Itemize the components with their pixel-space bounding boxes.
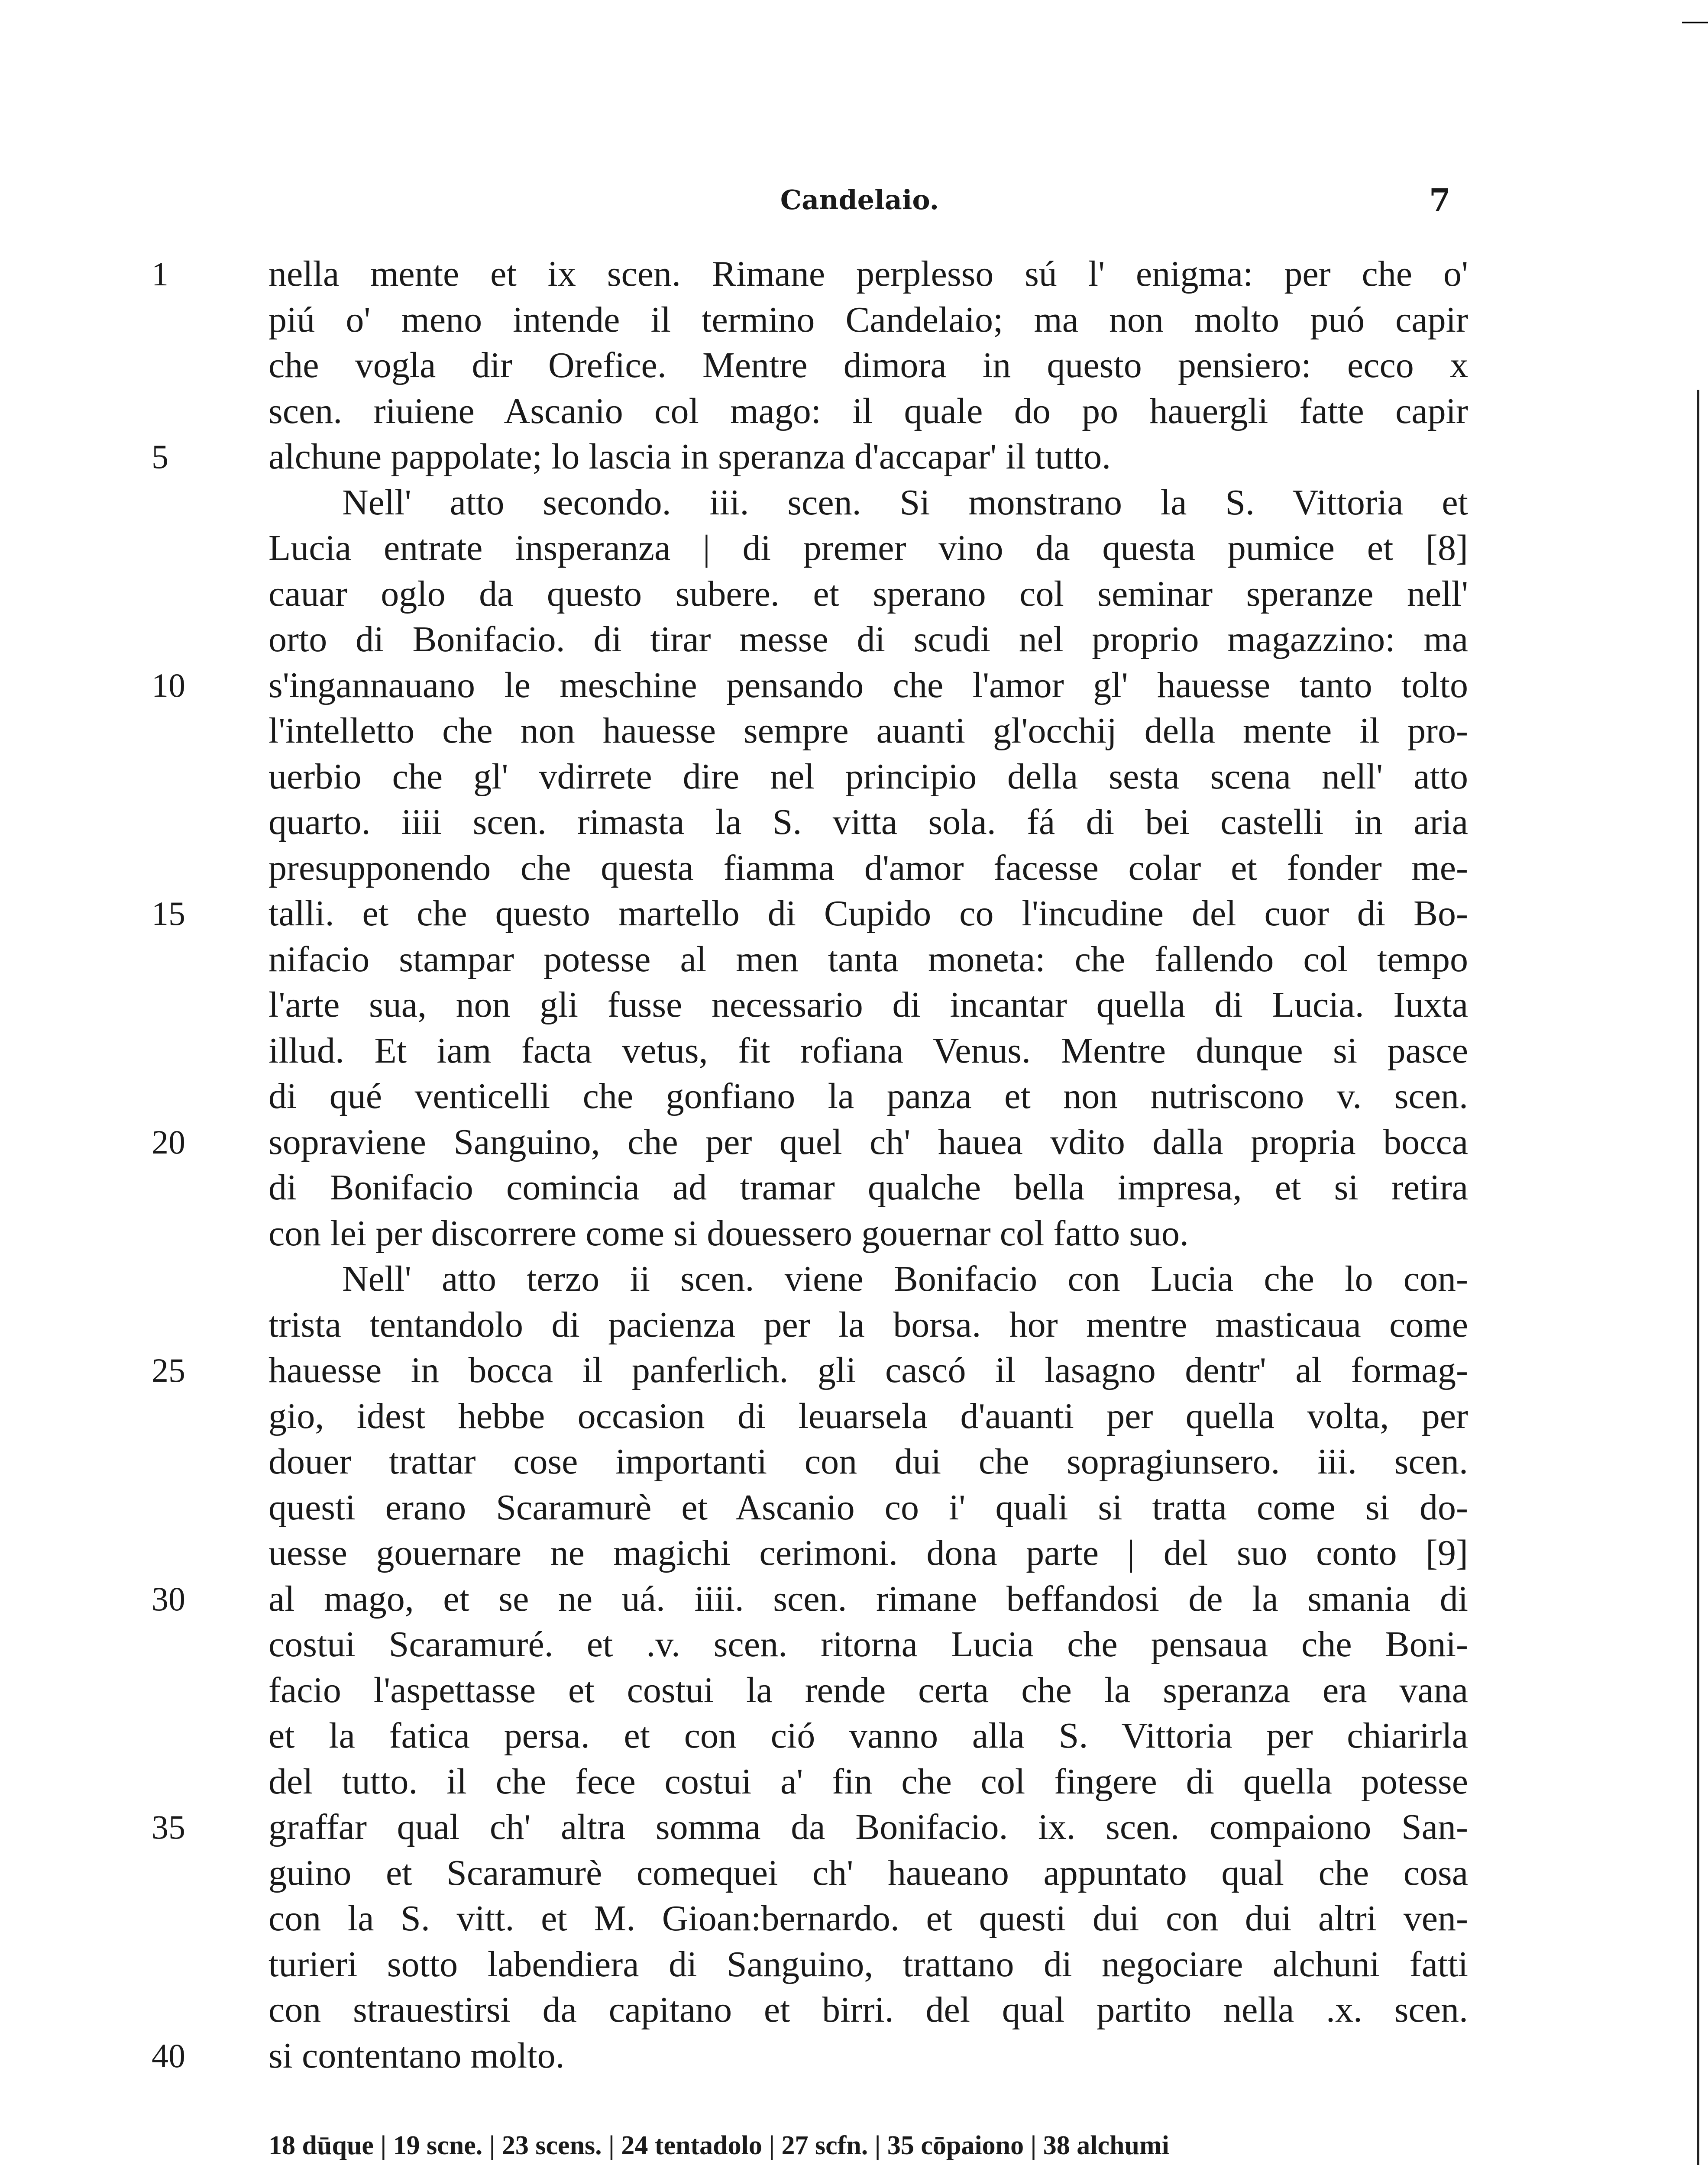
line-number: 20	[152, 1123, 185, 1161]
line-text: douer trattar cose importanti con dui che sopragiunsero. iii. scen.	[268, 1441, 1468, 1482]
text-line	[152, 1439, 1468, 1485]
line-text: con la S. vitt. et M. Gioan:bernardo. et questi dui con dui altri ven-	[268, 1898, 1468, 1939]
line-text: s'ingannauano le meschine pensando che l'amor gl' hauesse tanto tolto	[268, 665, 1468, 705]
line-number: 5	[152, 438, 168, 475]
line-text: turieri sotto labendiera di Sanguino, trattano di negociare alchuni fatti	[268, 1944, 1468, 1984]
line-text: trista tentandolo di pacienza per la borsa. hor mentre masticaua come	[268, 1304, 1468, 1345]
line-text: nifacio stampar potesse al men tanta moneta: che fallendo col tempo	[268, 939, 1468, 979]
footnotes: 18 dūque | 19 scne. | 23 scens. | 24 tentadolo | 27 scfn. | 35 cōpaiono | 38 alchumi	[268, 2131, 1169, 2160]
text-line	[152, 662, 1468, 708]
text-line	[152, 434, 1468, 480]
line-text: uerbio che gl' vdirrete dire nel principio della sesta scena nell' atto	[268, 756, 1468, 797]
text-line	[152, 251, 1468, 297]
line-text: graffar qual ch' altra somma da Bonifacio. ix. scen. compaiono San-	[268, 1807, 1468, 1847]
text-line	[152, 891, 1468, 937]
line-text: con lei per discorrere come si douessero gouernar col fatto suo.	[268, 1213, 1189, 1254]
line-text: di qué venticelli che gonfiano la panza et non nutriscono v. scen.	[268, 1076, 1468, 1116]
line-text: presupponendo che questa fiamma d'amor facesse colar et fonder me-	[268, 847, 1468, 888]
text-line	[152, 388, 1468, 434]
text-line	[152, 1804, 1468, 1850]
line-text: che vogla dir Orefice. Mentre dimora in questo pensiero: ecco x	[268, 345, 1468, 385]
line-text: hauesse in bocca il panferlich. gli cascó il lasagno dentr' al formag-	[268, 1350, 1468, 1390]
line-text: l'intelletto che non hauesse sempre auanti gl'occhij della mente il pro-	[268, 711, 1468, 751]
line-text: scen. riuiene Ascanio col mago: il quale do po hauergli fatte capir	[268, 391, 1468, 431]
text-line	[152, 1713, 1468, 1759]
line-text: del tutto. il che fece costui a' fin che col fingere di quella potesse	[268, 1761, 1468, 1802]
line-text: alchune pappolate; lo lascia in speranza d'accapar' il tutto.	[268, 436, 1111, 477]
line-number: 40	[152, 2036, 185, 2075]
text-line	[152, 1759, 1468, 1805]
running-header	[268, 180, 1451, 219]
text-line	[152, 1622, 1468, 1667]
text-body	[152, 251, 1468, 2078]
text-line	[152, 525, 1468, 571]
text-line	[152, 1667, 1468, 1713]
text-line	[152, 1987, 1468, 2033]
text-line	[152, 982, 1468, 1028]
text-line	[152, 1896, 1468, 1942]
text-line	[152, 937, 1468, 982]
line-text: Lucia entrate insperanza | di premer vino da questa pumice et [8]	[268, 528, 1468, 568]
line-text: et la fatica persa. et con ció vanno alla S. Vittoria per chiarirla	[268, 1716, 1468, 1756]
text-line	[152, 845, 1468, 891]
line-text: Nell' atto terzo ii scen. viene Bonifacio con Lucia che lo con-	[342, 1259, 1468, 1299]
text-line	[152, 2033, 1468, 2079]
line-text: talli. et che questo martello di Cupido co l'incudine del cuor di Bo-	[268, 893, 1468, 934]
line-text: si contentano molto.	[268, 2035, 565, 2076]
text-line	[152, 571, 1468, 617]
line-text: quarto. iiii scen. rimasta la S. vitta sola. fá di bei castelli in aria	[268, 802, 1468, 842]
line-text: sopraviene Sanguino, che per quel ch' hauea vdito dalla propria bocca	[268, 1121, 1468, 1162]
line-text: Nell' atto secondo. iii. scen. Si monstrano la S. Vittoria et	[342, 482, 1468, 523]
text-line	[152, 1347, 1468, 1393]
page-number: 7	[1429, 181, 1451, 218]
text-line	[152, 1028, 1468, 1074]
line-text: questi erano Scaramurè et Ascanio co i' quali si tratta come si do-	[268, 1487, 1468, 1528]
running-title: Candelaio.	[780, 184, 939, 216]
text-line	[152, 1211, 1468, 1257]
line-text: guino et Scaramurè comequei ch' haueano appuntato qual che cosa	[268, 1852, 1468, 1893]
text-line	[152, 799, 1468, 845]
text-line	[152, 1485, 1468, 1531]
page-edge-line	[1697, 390, 1699, 2165]
line-text: uesse gouernare ne magichi cerimoni. dona parte | del suo conto [9]	[268, 1533, 1468, 1573]
line-text: illud. Et iam facta vetus, fit rofiana Venus. Mentre dunque si pasce	[268, 1030, 1468, 1071]
text-line	[152, 1530, 1468, 1576]
text-line	[152, 1393, 1468, 1439]
line-text: di Bonifacio comincia ad tramar qualche bella impresa, et si retira	[268, 1167, 1468, 1208]
text-line	[152, 1119, 1468, 1165]
line-text: costui Scaramuré. et .v. scen. ritorna Lucia che pensaua che Boni-	[268, 1624, 1468, 1664]
text-line	[152, 617, 1468, 662]
line-text: nella mente et ix scen. Rimane perplesso sú l' enigma: per che o'	[268, 254, 1468, 294]
text-line	[152, 1850, 1468, 1896]
text-line	[152, 754, 1468, 800]
text-line	[152, 1256, 1468, 1302]
line-number: 35	[152, 1808, 185, 1846]
text-line	[152, 480, 1468, 526]
text-line	[152, 1073, 1468, 1119]
line-text: l'arte sua, non gli fusse necessario di incantar quella di Lucia. Iuxta	[268, 985, 1468, 1025]
line-text: al mago, et se ne uá. iiii. scen. rimane beffandosi de la smania di	[268, 1578, 1468, 1619]
line-text: gio, idest hebbe occasion di leuarsela d'auanti per quella volta, per	[268, 1396, 1468, 1436]
text-line	[152, 1942, 1468, 1987]
line-number: 25	[152, 1351, 185, 1389]
text-line	[152, 343, 1468, 388]
line-text: cauar oglo da questo subere. et sperano col seminar speranze nell'	[268, 573, 1468, 614]
text-line	[152, 1302, 1468, 1348]
text-line	[152, 1576, 1468, 1622]
text-line	[152, 297, 1468, 343]
line-text: orto di Bonifacio. di tirar messe di scudi nel proprio magazzino: ma	[268, 619, 1468, 659]
line-number: 30	[152, 1580, 185, 1618]
text-line	[152, 1165, 1468, 1211]
page-edge-mark	[1682, 22, 1708, 23]
line-number: 15	[152, 895, 185, 932]
line-number: 10	[152, 666, 185, 704]
line-text: piú o' meno intende il termino Candelaio; ma non molto puó capir	[268, 299, 1468, 340]
line-number: 1	[152, 255, 168, 293]
text-line	[152, 708, 1468, 754]
line-text: con strauestirsi da capitano et birri. del qual partito nella .x. scen.	[268, 1990, 1468, 2030]
line-text: facio l'aspettasse et costui la rende certa che la speranza era vana	[268, 1670, 1468, 1710]
